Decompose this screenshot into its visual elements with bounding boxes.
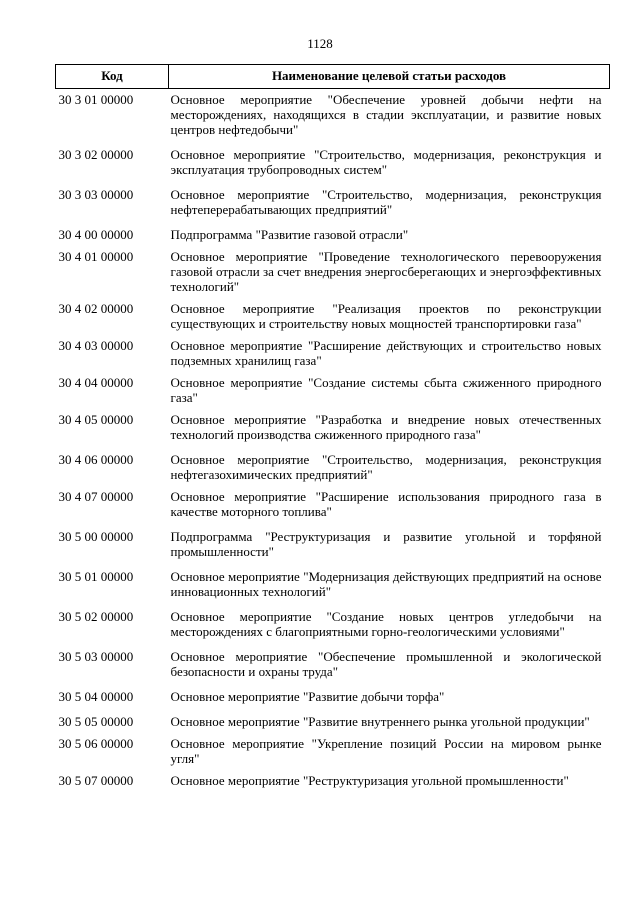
table-row: [56, 184, 610, 224]
row-code: 30 3 03 00000: [58, 187, 134, 202]
row-code: 30 4 01 00000: [58, 249, 134, 264]
row-description: Основное мероприятие "Строительство, модернизация, реконструкция нефтегазохимических предприятий": [170, 452, 602, 482]
row-code: 30 3 02 00000: [58, 147, 134, 162]
table-body: [56, 89, 610, 793]
row-code: 30 5 01 00000: [58, 569, 134, 584]
row-description: Основное мероприятие "Обеспечение промышленной и экологической безопасности и охраны труда": [170, 649, 602, 679]
row-description: Основное мероприятие "Реструктуризация угольной промышленности": [170, 773, 569, 788]
row-description: Основное мероприятие "Создание новых центров угледобычи на месторождениях с благоприятными горно-геологическими условиями": [170, 609, 602, 639]
table-row: [56, 449, 610, 486]
row-code: 30 4 06 00000: [58, 452, 134, 467]
header-code: Код: [56, 65, 169, 89]
row-code: 30 5 03 00000: [58, 649, 134, 664]
row-code: 30 5 04 00000: [58, 689, 134, 704]
row-description: Основное мероприятие "Расширение действующих и строительство новых подземных хранилищ газа": [170, 338, 602, 368]
row-description: Основное мероприятие "Обеспечение уровней добычи нефти на месторождениях, находящихся в стадии эксплуатации, и развитие новых центров нефтедобычи": [170, 92, 602, 137]
table-row: [56, 686, 610, 711]
table-row: [56, 298, 610, 335]
row-description: Основное мероприятие "Развитие внутреннего рынка угольной продукции": [170, 714, 590, 729]
row-description: Основное мероприятие "Реализация проектов по реконструкции существующих и строительству новых мощностей транспортировки газа": [170, 301, 602, 331]
header-name: Наименование целевой статьи расходов: [169, 65, 610, 89]
row-description: Основное мероприятие "Развитие добычи торфа": [170, 689, 445, 704]
table-row: [56, 566, 610, 606]
row-code: 30 4 05 00000: [58, 412, 134, 427]
table-row: [56, 770, 610, 792]
row-description: Основное мероприятие "Укрепление позиций России на мировом рынке угля": [170, 736, 602, 766]
table-header: [56, 65, 610, 89]
table-row: [56, 224, 610, 246]
row-description: Основное мероприятие "Создание системы сбыта сжиженного природного газа": [170, 375, 602, 405]
row-code: 30 5 05 00000: [58, 714, 134, 729]
table-row: [56, 526, 610, 566]
row-code: 30 4 03 00000: [58, 338, 134, 353]
table-row: [56, 711, 610, 733]
table-row: [56, 646, 610, 686]
table-row: [56, 372, 610, 409]
row-description: Подпрограмма "Реструктуризация и развитие угольной и торфяной промышленности": [170, 529, 602, 559]
row-code: 30 4 04 00000: [58, 375, 134, 390]
row-code: 30 4 00 00000: [58, 227, 134, 242]
row-code: 30 4 02 00000: [58, 301, 134, 316]
row-code: 30 5 06 00000: [58, 736, 134, 751]
table-row: [56, 486, 610, 526]
row-description: Подпрограмма "Развитие газовой отрасли": [170, 227, 409, 242]
row-description: Основное мероприятие "Разработка и внедрение новых отечественных технологий производства сжиженного природного газа": [170, 412, 602, 442]
row-description: Основное мероприятие "Модернизация действующих предприятий на основе инновационных технологий": [170, 569, 602, 599]
table-row: [56, 335, 610, 372]
table-header-row: [56, 65, 610, 89]
row-code: 30 5 07 00000: [58, 773, 134, 788]
row-description: Основное мероприятие "Расширение использования природного газа в качестве моторного топлива": [170, 489, 602, 519]
table-row: [56, 144, 610, 184]
budget-table: [55, 64, 610, 792]
row-code: 30 3 01 00000: [58, 92, 134, 107]
table-row: [56, 606, 610, 646]
row-description: Основное мероприятие "Строительство, модернизация, реконструкция нефтеперерабатывающих предприятий": [170, 187, 602, 217]
row-code: 30 5 00 00000: [58, 529, 134, 544]
row-code: 30 5 02 00000: [58, 609, 134, 624]
row-description: Основное мероприятие "Строительство, модернизация, реконструкция и эксплуатация трубопроводных систем": [170, 147, 602, 177]
page-number: 1128: [307, 36, 333, 51]
table-row: [56, 89, 610, 145]
row-description: Основное мероприятие "Проведение технологического перевооружения газовой отрасли за счет внедрения энергосберегающих и энергоэффективных технологий": [170, 249, 602, 294]
table-row: [56, 246, 610, 298]
table-row: [56, 733, 610, 770]
table-row: [56, 409, 610, 449]
row-code: 30 4 07 00000: [58, 489, 134, 504]
